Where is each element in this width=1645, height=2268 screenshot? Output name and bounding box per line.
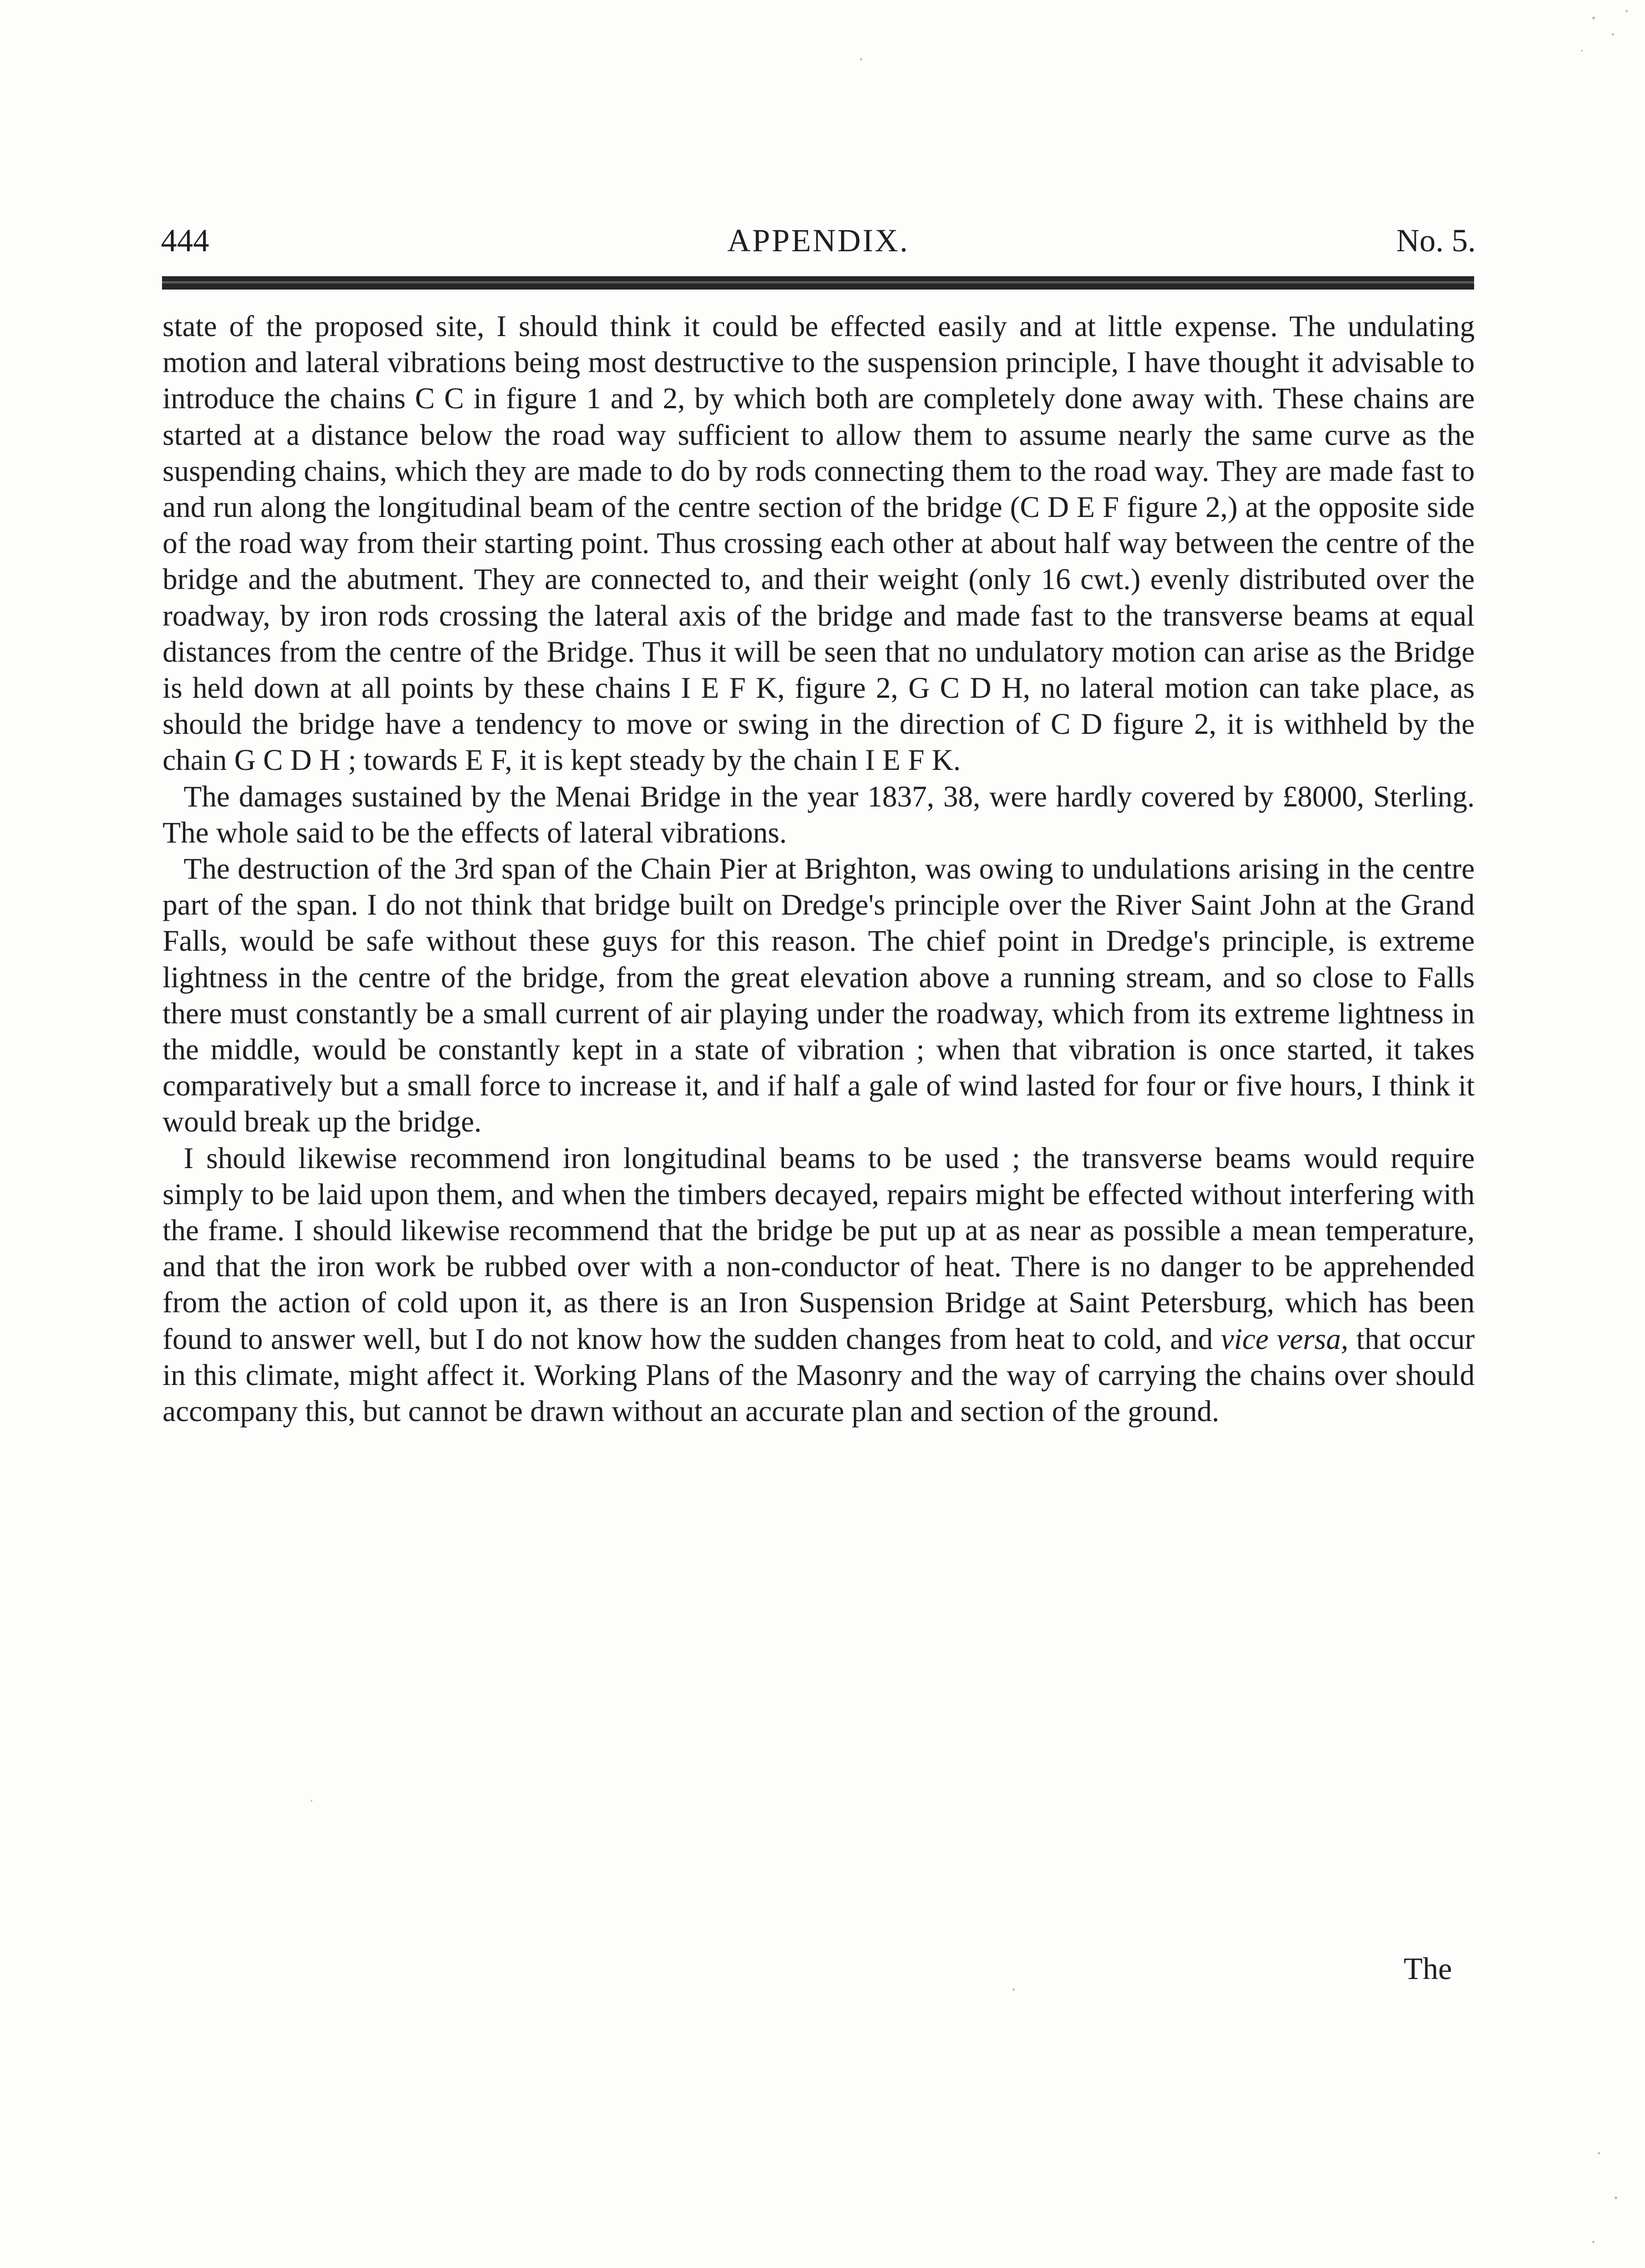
scan-speck	[1612, 33, 1614, 35]
scan-speck	[1614, 2196, 1617, 2199]
header-rule	[162, 276, 1474, 290]
paragraph-4-italic-phrase: vice versa,	[1221, 1322, 1349, 1356]
paragraph-3	[163, 851, 1475, 1140]
scan-speck	[1581, 50, 1583, 52]
header-rule-line	[162, 281, 1474, 283]
paragraph-4-text-b: that occur in this climate, might affect it. Working Plans of the Masonry and the way of carrying the chains over should accompany this, but cannot be drawn without an accurate plan and section of the ground.	[163, 1322, 1475, 1428]
paragraph-1	[163, 308, 1475, 779]
catchword: The	[1404, 1952, 1452, 1986]
page-header	[161, 222, 1476, 266]
scan-speck	[1626, 10, 1628, 12]
body-text	[163, 308, 1475, 1429]
running-title: APPENDIX.	[727, 222, 910, 258]
paragraph-3-text: The destruction of the 3rd span of the Chain Pier at Brighton, was owing to undulations arising in the centre part of the span. I do not think that bridge built on Dredge's principle over the River Saint John at the Grand Falls, would be safe without these guys for this reason. The chief point in Dredge's principle, is extreme lightness in the centre of the bridge, from the great elevation above a running stream, and so close to Falls there must constantly be a small current of air playing under the roadway, which from its extreme lightness in the middle, would be constantly kept in a state of vibration ; when that vibration is once started, it takes comparatively but a small force to increase it, and if half a gale of wind lasted for four or five hours, I think it would break up the bridge.	[163, 852, 1475, 1139]
paragraph-2	[163, 779, 1475, 851]
scan-speck	[1592, 17, 1595, 19]
paragraph-4-text-a: I should likewise recommend iron longitudinal beams to be used ; the transverse beams would require simply to be laid upon them, and when the timbers decayed, repairs might be effected without interfering with the frame. I should likewise recommend that the bridge be put up at as near as possible a mean temperature, and that the iron work be rubbed over with a non-conductor of heat. There is no danger to be apprehended from the action of cold upon it, as there is an Iron Suspension Bridge at Saint Petersburg, which has been found to answer well, but I do not know how the sudden changes from heat to cold, and	[163, 1141, 1475, 1356]
scan-speck	[311, 1800, 312, 1802]
scan-speck	[1592, 2241, 1595, 2243]
section-number: No. 5.	[1396, 222, 1476, 258]
paragraph-1-text: state of the proposed site, I should think it could be effected easily and at little expense. The undulating motion and lateral vibrations being most destructive to the suspension principle, I have thought it advisable to introduce the chains C C in figure 1 and 2, by which both are completely done away with. These chains are started at a distance below the road way sufficient to allow them to assume nearly the same curve as the suspending chains, which they are made to do by rods connecting them to the road way. They are made fast to and run along the longitudinal beam of the centre section of the bridge (C D E F figure 2,) at the opposite side of the road way from their starting point. Thus crossing each other at about half way between the centre of the bridge and the abutment. They are connected to, and their weight (only 16 cwt.) evenly distributed over the roadway, by iron rods crossing the lateral axis of the bridge and made fast to the transverse beams at equal distances from the centre of the Bridge. Thus it will be seen that no undulatory motion can arise as the Bridge is held down at all points by these chains I E F K, figure 2, G C D H, no lateral motion can take place, as should the bridge have a tendency to move or swing in the direction of C D figure 2, it is withheld by the chain G C D H ; towards E F, it is kept steady by the chain I E F K.	[163, 309, 1475, 777]
paragraph-2-text: The damages sustained by the Menai Bridge in the year 1837, 38, were hardly covered by £8000, Sterling. The whole said to be the effects of lateral vibrations.	[163, 779, 1475, 849]
scan-speck	[860, 58, 862, 60]
page-number: 444	[161, 222, 209, 258]
scan-speck	[1013, 1988, 1015, 1991]
paragraph-4	[163, 1140, 1475, 1430]
scan-speck	[1598, 2152, 1600, 2154]
